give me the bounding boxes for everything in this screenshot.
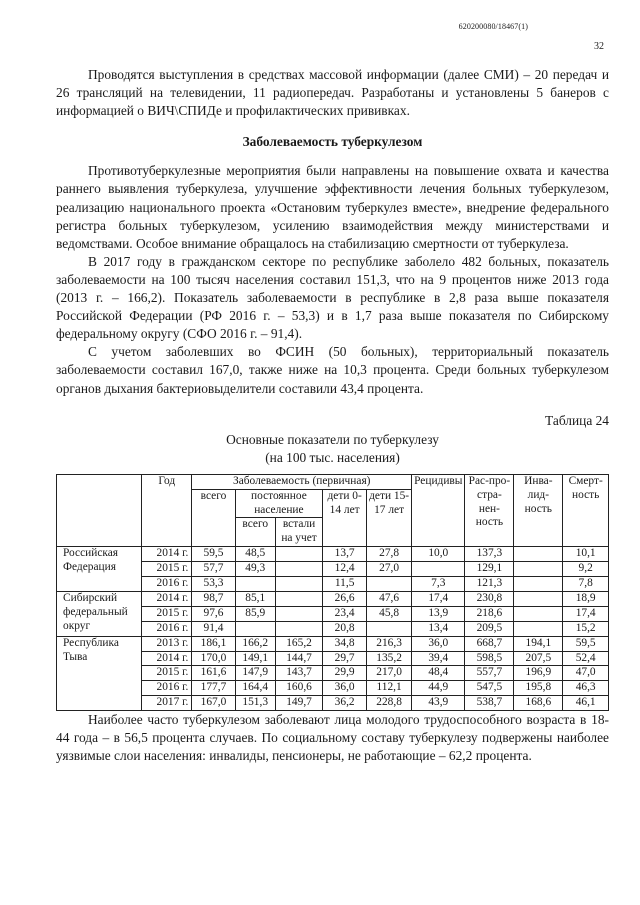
document-code: 620200080/18467(1) <box>458 22 528 31</box>
table-title <box>56 431 609 467</box>
teens-cell: 47,6 <box>367 591 412 606</box>
perm-total-cell: 49,3 <box>235 562 275 577</box>
relapses-cell: 39,4 <box>412 651 465 666</box>
children-cell: 23,4 <box>323 606 367 621</box>
header-teens: дети 15-17 лет <box>367 489 412 547</box>
header-permanent: постоянное население <box>235 489 323 518</box>
header-relapses: Рецидивы <box>412 474 465 547</box>
total-cell: 59,5 <box>192 547 235 562</box>
table-header <box>57 474 609 547</box>
header-children: дети 0-14 лет <box>323 489 367 547</box>
header-year: Год <box>142 474 192 547</box>
disability-cell <box>514 562 563 577</box>
header-registered: встали на учет <box>275 518 322 547</box>
tuberculosis-stats-table <box>56 474 609 712</box>
mortality-cell: 9,2 <box>563 562 609 577</box>
teens-cell: 27,8 <box>367 547 412 562</box>
year-cell: 2016 г. <box>142 577 192 592</box>
registered-cell <box>275 591 322 606</box>
header-perm-total: всего <box>235 518 275 547</box>
mortality-cell: 59,5 <box>563 636 609 651</box>
perm-total-cell: 149,1 <box>235 651 275 666</box>
paragraph-fsin: С учетом заболевших во ФСИН (50 больных), территориальный показатель заболеваемости составил 167,0, также ниже на 10,3 процента. Среди больных туберкулезом органов дыхания бактериовыделители составили 43,4 процента. <box>56 344 609 396</box>
relapses-cell: 7,3 <box>412 577 465 592</box>
prevalence-cell: 129,1 <box>465 562 514 577</box>
children-cell: 26,6 <box>323 591 367 606</box>
relapses-cell: 44,9 <box>412 681 465 696</box>
disability-cell <box>514 621 563 636</box>
disability-cell <box>514 606 563 621</box>
perm-total-cell: 147,9 <box>235 666 275 681</box>
year-cell: 2014 г. <box>142 651 192 666</box>
prevalence-cell: 209,5 <box>465 621 514 636</box>
year-cell: 2016 г. <box>142 621 192 636</box>
table-title-line2: (на 100 тыс. населения) <box>265 449 400 465</box>
teens-cell: 135,2 <box>367 651 412 666</box>
disability-cell: 168,6 <box>514 696 563 711</box>
mortality-cell: 7,8 <box>563 577 609 592</box>
total-cell: 91,4 <box>192 621 235 636</box>
prevalence-cell: 218,6 <box>465 606 514 621</box>
perm-total-cell: 48,5 <box>235 547 275 562</box>
year-cell: 2014 г. <box>142 547 192 562</box>
children-cell: 13,7 <box>323 547 367 562</box>
prevalence-cell: 547,5 <box>465 681 514 696</box>
teens-cell: 228,8 <box>367 696 412 711</box>
perm-total-cell: 85,9 <box>235 606 275 621</box>
prevalence-cell: 137,3 <box>465 547 514 562</box>
header-disability: Инва-лид-ность <box>514 474 563 547</box>
year-cell: 2014 г. <box>142 591 192 606</box>
total-cell: 161,6 <box>192 666 235 681</box>
mortality-cell: 52,4 <box>563 651 609 666</box>
header-prevalence: Рас-про-стра-нен-ность <box>465 474 514 547</box>
disability-cell <box>514 577 563 592</box>
children-cell: 36,0 <box>323 681 367 696</box>
year-cell: 2015 г. <box>142 606 192 621</box>
children-cell: 29,7 <box>323 651 367 666</box>
table-label: Таблица 24 <box>545 412 609 428</box>
relapses-cell: 36,0 <box>412 636 465 651</box>
registered-cell: 160,6 <box>275 681 322 696</box>
perm-total-cell: 166,2 <box>235 636 275 651</box>
year-cell: 2015 г. <box>142 666 192 681</box>
disability-cell: 195,8 <box>514 681 563 696</box>
mortality-cell: 17,4 <box>563 606 609 621</box>
mortality-cell: 46,1 <box>563 696 609 711</box>
page-content <box>56 66 609 765</box>
teens-cell: 216,3 <box>367 636 412 651</box>
registered-cell: 143,7 <box>275 666 322 681</box>
total-cell: 98,7 <box>192 591 235 606</box>
registered-cell <box>275 606 322 621</box>
table-body <box>57 547 609 711</box>
prevalence-cell: 538,7 <box>465 696 514 711</box>
children-cell: 20,8 <box>323 621 367 636</box>
relapses-cell: 10,0 <box>412 547 465 562</box>
total-cell: 57,7 <box>192 562 235 577</box>
paragraph-age-social: Наиболее часто туберкулезом заболевают лица молодого трудоспособного возраста в 18-44 года – в 56,5 процента случаев. По социальному составу туберкулезу подвержены наиболее уязвимые слои населения: инвалиды, пенсионеры, не работающие – 62,2 процента. <box>56 712 609 764</box>
teens-cell: 27,0 <box>367 562 412 577</box>
total-cell: 186,1 <box>192 636 235 651</box>
section-title: Заболеваемость туберкулезом <box>242 134 423 150</box>
mortality-cell: 47,0 <box>563 666 609 681</box>
perm-total-cell: 85,1 <box>235 591 275 606</box>
disability-cell: 196,9 <box>514 666 563 681</box>
perm-total-cell <box>235 621 275 636</box>
teens-cell: 217,0 <box>367 666 412 681</box>
total-cell: 167,0 <box>192 696 235 711</box>
teens-cell <box>367 621 412 636</box>
region-cell: Республика Тыва <box>57 636 142 711</box>
relapses-cell: 13,9 <box>412 606 465 621</box>
prevalence-cell: 230,8 <box>465 591 514 606</box>
registered-cell: 149,7 <box>275 696 322 711</box>
prevalence-cell: 598,5 <box>465 651 514 666</box>
prevalence-cell: 557,7 <box>465 666 514 681</box>
perm-total-cell <box>235 577 275 592</box>
perm-total-cell: 164,4 <box>235 681 275 696</box>
table-title-line1: Основные показатели по туберкулезу <box>226 431 439 447</box>
teens-cell <box>367 577 412 592</box>
disability-cell: 194,1 <box>514 636 563 651</box>
table-row <box>57 547 609 562</box>
year-cell: 2016 г. <box>142 681 192 696</box>
page-number: 32 <box>594 41 604 52</box>
total-cell: 177,7 <box>192 681 235 696</box>
mortality-cell: 18,9 <box>563 591 609 606</box>
registered-cell <box>275 562 322 577</box>
header-region <box>57 474 142 547</box>
perm-total-cell: 151,3 <box>235 696 275 711</box>
mortality-cell: 10,1 <box>563 547 609 562</box>
year-cell: 2015 г. <box>142 562 192 577</box>
header-incidence: Заболеваемость (первичная) <box>192 474 412 489</box>
total-cell: 170,0 <box>192 651 235 666</box>
mortality-cell: 15,2 <box>563 621 609 636</box>
relapses-cell: 13,4 <box>412 621 465 636</box>
header-total: всего <box>192 489 235 547</box>
year-cell: 2017 г. <box>142 696 192 711</box>
relapses-cell: 17,4 <box>412 591 465 606</box>
children-cell: 29,9 <box>323 666 367 681</box>
disability-cell <box>514 547 563 562</box>
registered-cell <box>275 621 322 636</box>
registered-cell: 165,2 <box>275 636 322 651</box>
registered-cell <box>275 577 322 592</box>
relapses-cell <box>412 562 465 577</box>
teens-cell: 112,1 <box>367 681 412 696</box>
disability-cell: 207,5 <box>514 651 563 666</box>
relapses-cell: 43,9 <box>412 696 465 711</box>
teens-cell: 45,8 <box>367 606 412 621</box>
paragraph-media: Проводятся выступления в средствах массовой информации (далее СМИ) – 20 передач и 26 трансляций на телевидении, 11 радиопередач. Разработаны и установлены 5 банеров с информацией о ВИЧ\СПИДе и профилактических прививках. <box>56 67 609 119</box>
table-row <box>57 591 609 606</box>
prevalence-cell: 668,7 <box>465 636 514 651</box>
children-cell: 34,8 <box>323 636 367 651</box>
paragraph-measures: Противотуберкулезные мероприятия были направлены на повышение охвата и качества раннего выявления туберкулеза, улучшение эффективности лечения больных туберкулезом, реализацию национального проекта «Остановим туберкулез вместе», внедрение федерального регистра больных туберкулезом, усилению взаимодействия между министерствами и ведомствами. Особое внимание обращалось на стабилизацию смертности от туберкулеза. <box>56 163 609 251</box>
children-cell: 36,2 <box>323 696 367 711</box>
children-cell: 11,5 <box>323 577 367 592</box>
relapses-cell: 48,4 <box>412 666 465 681</box>
paragraph-incidence-2017: В 2017 году в гражданском секторе по республике заболело 482 больных, показатель заболеваемости на 100 тысяч населения составил 151,3, что на 9 процентов ниже 2013 года (2013 г. – 166,2). Показатель заболеваемости в республике в 2,8 раза выше показателя Российской Федерации (РФ 2016 г. – 53,3) и в 1,7 раза выше показателя по Сибирскому федеральному округу (СФО 2016 г. – 91,4). <box>56 253 609 342</box>
table-row <box>57 636 609 651</box>
header-mortality: Смерт-ность <box>563 474 609 547</box>
children-cell: 12,4 <box>323 562 367 577</box>
region-cell: Сибирский федеральный округ <box>57 591 142 636</box>
year-cell: 2013 г. <box>142 636 192 651</box>
registered-cell: 144,7 <box>275 651 322 666</box>
total-cell: 53,3 <box>192 577 235 592</box>
disability-cell <box>514 591 563 606</box>
mortality-cell: 46,3 <box>563 681 609 696</box>
registered-cell <box>275 547 322 562</box>
prevalence-cell: 121,3 <box>465 577 514 592</box>
total-cell: 97,6 <box>192 606 235 621</box>
region-cell: Российская Федерация <box>57 547 142 592</box>
